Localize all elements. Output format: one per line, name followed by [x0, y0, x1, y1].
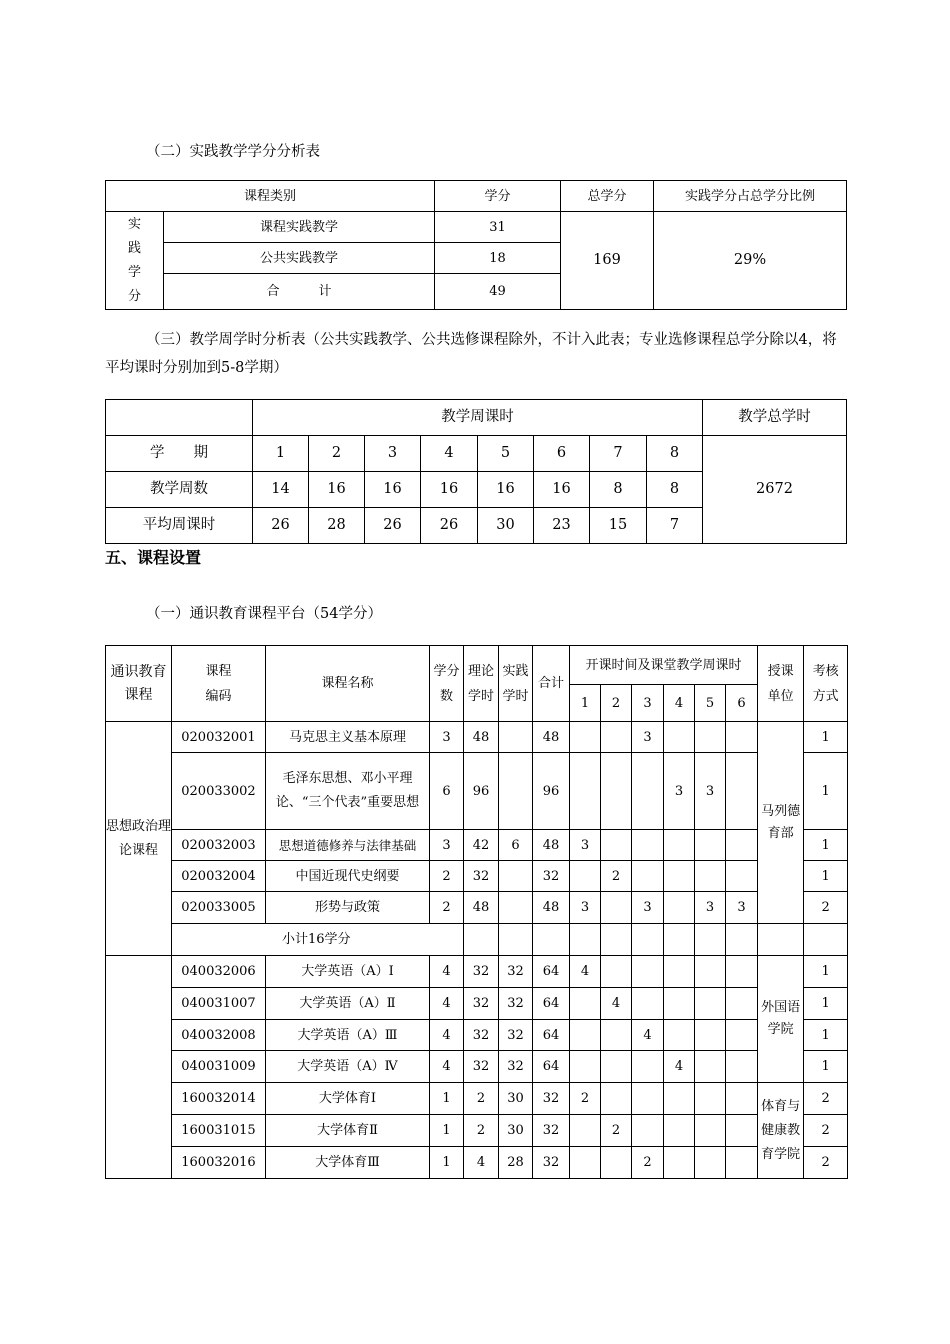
section1-title: （一）通识教育课程平台（54学分）	[146, 606, 382, 622]
course-name: 大学英语（A）Ⅲ	[266, 1020, 430, 1051]
sem-cell	[632, 1115, 664, 1147]
sem-cell	[570, 1020, 601, 1051]
sem-cell	[726, 1115, 758, 1147]
row-name: 课程实践教学	[164, 212, 435, 243]
weeks-cell: 16	[478, 472, 534, 508]
semester-cell: 8	[647, 436, 703, 472]
table-row	[106, 1083, 848, 1115]
weeks-cell: 8	[590, 472, 647, 508]
course-code: 020032004	[172, 861, 266, 892]
sem-cell	[726, 753, 758, 830]
avg-hours-cell: 23	[534, 508, 590, 544]
course-exam: 1	[804, 830, 848, 861]
sem-cell	[632, 988, 664, 1020]
sem-cell	[664, 1115, 695, 1147]
sem-cell: 4	[601, 988, 632, 1020]
empty-cell	[601, 924, 632, 956]
sem-cell	[632, 956, 664, 988]
ratio-value: 29%	[654, 212, 847, 310]
sem-cell: 2	[632, 1147, 664, 1179]
header-ratio: 实践学分占总学分比例	[654, 181, 847, 212]
course-name: 毛泽东思想、邓小平理论、“三个代表”重要思想	[266, 753, 430, 830]
table-row	[106, 1020, 848, 1051]
sem-cell	[726, 956, 758, 988]
course-theory: 48	[464, 722, 499, 753]
header-weekly-hours: 教学周课时	[253, 400, 703, 436]
semester-cell: 2	[309, 436, 365, 472]
row-credit: 31	[435, 212, 561, 243]
empty-cell	[804, 924, 848, 956]
table-row	[106, 753, 848, 830]
course-total: 48	[533, 830, 570, 861]
sem-cell	[726, 1147, 758, 1179]
course-credit: 2	[430, 861, 464, 892]
semester-cell: 7	[590, 436, 647, 472]
sem-cell	[601, 892, 632, 924]
weeks-cell: 16	[309, 472, 365, 508]
avg-hours-cell: 26	[421, 508, 478, 544]
course-credit: 1	[430, 1147, 464, 1179]
header-code: 课程编码	[172, 646, 266, 722]
course-code: 040032008	[172, 1020, 266, 1051]
total-hours-value: 2672	[703, 436, 847, 544]
sem-cell	[726, 1020, 758, 1051]
sem-cell	[726, 722, 758, 753]
header-theory: 理论学时	[464, 646, 499, 722]
course-exam: 1	[804, 722, 848, 753]
header-schedule: 开课时间及课堂教学周课时	[570, 646, 758, 685]
course-name: 大学英语（A）Ⅳ	[266, 1051, 430, 1083]
sem-cell	[601, 1083, 632, 1115]
sem-cell: 2	[601, 861, 632, 892]
sem-cell: 3	[726, 892, 758, 924]
avg-hours-cell: 30	[478, 508, 534, 544]
sem-cell: 3	[632, 722, 664, 753]
course-theory: 32	[464, 861, 499, 892]
header-credit: 学分数	[430, 646, 464, 722]
sem-cell: 3	[695, 892, 726, 924]
course-practice	[499, 861, 533, 892]
course-theory: 32	[464, 956, 499, 988]
course-credit: 6	[430, 753, 464, 830]
course-code: 040031007	[172, 988, 266, 1020]
course-table	[105, 645, 848, 1179]
course-practice: 30	[499, 1115, 533, 1147]
sem-cell	[601, 1051, 632, 1083]
weeks-cell: 16	[365, 472, 421, 508]
header-total: 合计	[533, 646, 570, 722]
course-total: 64	[533, 956, 570, 988]
header-semester: 2	[601, 685, 632, 722]
sem-cell	[601, 722, 632, 753]
dept-cell: 马列德育部	[758, 722, 804, 924]
header-semester: 5	[695, 685, 726, 722]
sem-cell	[664, 830, 695, 861]
subtotal-label: 小计16学分	[172, 924, 464, 956]
row-label: 教学周数	[106, 472, 253, 508]
sem-cell	[695, 1020, 726, 1051]
group-category-empty	[106, 956, 172, 1179]
avg-hours-cell: 26	[365, 508, 421, 544]
empty-cell	[664, 924, 695, 956]
course-theory: 42	[464, 830, 499, 861]
sem-cell	[695, 830, 726, 861]
course-exam: 1	[804, 956, 848, 988]
course-theory: 96	[464, 753, 499, 830]
header-credit: 学分	[435, 181, 561, 212]
sem-cell: 3	[632, 892, 664, 924]
course-practice: 32	[499, 956, 533, 988]
semester-cell: 5	[478, 436, 534, 472]
course-credit: 4	[430, 988, 464, 1020]
sem-cell	[601, 1147, 632, 1179]
course-total: 48	[533, 722, 570, 753]
course-code: 020032003	[172, 830, 266, 861]
course-code: 040031009	[172, 1051, 266, 1083]
sem-cell	[664, 892, 695, 924]
sem-cell	[695, 988, 726, 1020]
course-exam: 2	[804, 1083, 848, 1115]
sem-cell: 4	[570, 956, 601, 988]
course-theory: 4	[464, 1147, 499, 1179]
sem-cell: 3	[570, 830, 601, 861]
sem-cell	[695, 956, 726, 988]
empty-cell	[726, 924, 758, 956]
sem-cell	[726, 861, 758, 892]
sem-cell	[632, 1051, 664, 1083]
empty-cell	[499, 924, 533, 956]
section2-title: （二）实践教学学分分析表	[146, 144, 320, 160]
header-exam: 考核方式	[804, 646, 848, 722]
semester-cell: 6	[534, 436, 590, 472]
course-code: 160032016	[172, 1147, 266, 1179]
sem-cell: 4	[664, 1051, 695, 1083]
section3-title: （三）教学周学时分析表（公共实践教学、公共选修课程除外，不计入此表；专业选修课程总学分除以4，将平均课时分别加到5-8学期）	[105, 332, 837, 376]
sem-cell	[632, 830, 664, 861]
course-total: 64	[533, 1020, 570, 1051]
header-semester: 4	[664, 685, 695, 722]
course-name: 中国近现代史纲要	[266, 861, 430, 892]
course-theory: 32	[464, 988, 499, 1020]
sem-cell	[695, 1083, 726, 1115]
course-exam: 2	[804, 1115, 848, 1147]
course-credit: 4	[430, 956, 464, 988]
weeks-cell: 16	[534, 472, 590, 508]
total-credit-value: 169	[561, 212, 654, 310]
course-code: 160031015	[172, 1115, 266, 1147]
sem-cell	[664, 1147, 695, 1179]
sem-cell	[695, 861, 726, 892]
sem-cell: 3	[570, 892, 601, 924]
header-semester: 1	[570, 685, 601, 722]
sem-cell	[726, 1051, 758, 1083]
avg-hours-cell: 7	[647, 508, 703, 544]
sem-cell	[601, 1020, 632, 1051]
sem-cell: 2	[570, 1083, 601, 1115]
row-credit: 49	[435, 274, 561, 310]
sem-cell	[726, 830, 758, 861]
course-exam: 1	[804, 1020, 848, 1051]
sem-cell	[570, 1147, 601, 1179]
course-credit: 4	[430, 1020, 464, 1051]
sem-cell	[695, 1051, 726, 1083]
sem-cell	[601, 830, 632, 861]
course-name: 大学英语（A）Ⅱ	[266, 988, 430, 1020]
row-credit: 18	[435, 243, 561, 274]
weekly-hours-table	[105, 399, 847, 544]
sem-cell	[570, 753, 601, 830]
course-credit: 1	[430, 1083, 464, 1115]
course-name: 大学英语（A）Ⅰ	[266, 956, 430, 988]
course-credit: 2	[430, 892, 464, 924]
course-total: 48	[533, 892, 570, 924]
practice-credit-table	[105, 180, 847, 310]
avg-hours-cell: 15	[590, 508, 647, 544]
course-name: 形势与政策	[266, 892, 430, 924]
chapter-heading: 五、课程设置	[105, 548, 202, 567]
course-theory: 32	[464, 1051, 499, 1083]
avg-hours-cell: 28	[309, 508, 365, 544]
sem-cell: 4	[632, 1020, 664, 1051]
table-row	[106, 1147, 848, 1179]
sem-cell	[601, 753, 632, 830]
course-code: 040032006	[172, 956, 266, 988]
course-theory: 48	[464, 892, 499, 924]
empty-cell	[464, 924, 499, 956]
sem-cell: 2	[601, 1115, 632, 1147]
table-row	[106, 956, 848, 988]
course-code: 020033005	[172, 892, 266, 924]
course-name: 大学体育Ⅱ	[266, 1115, 430, 1147]
sem-cell: 3	[695, 753, 726, 830]
group-category: 思想政治理论课程	[106, 722, 172, 956]
subtotal-row	[106, 924, 848, 956]
sem-cell	[632, 753, 664, 830]
sem-cell	[632, 861, 664, 892]
header-category: 课程类别	[106, 181, 435, 212]
course-total: 32	[533, 861, 570, 892]
semester-cell: 3	[365, 436, 421, 472]
course-exam: 1	[804, 753, 848, 830]
course-code: 160032014	[172, 1083, 266, 1115]
course-credit: 3	[430, 722, 464, 753]
course-practice	[499, 753, 533, 830]
sem-cell	[601, 956, 632, 988]
course-credit: 3	[430, 830, 464, 861]
table-row	[106, 988, 848, 1020]
empty-cell	[632, 924, 664, 956]
corner-cell	[106, 400, 253, 436]
course-exam: 1	[804, 1051, 848, 1083]
course-name: 思想道德修养与法律基础	[266, 830, 430, 861]
course-code: 020032001	[172, 722, 266, 753]
table-row	[106, 892, 848, 924]
course-practice: 30	[499, 1083, 533, 1115]
empty-cell	[570, 924, 601, 956]
row-label: 学 期	[106, 436, 253, 472]
sem-cell	[664, 722, 695, 753]
sem-cell	[570, 988, 601, 1020]
course-practice: 32	[499, 988, 533, 1020]
header-total-hours: 教学总学时	[703, 400, 847, 436]
sem-cell	[570, 861, 601, 892]
sem-cell	[695, 722, 726, 753]
avg-hours-cell: 26	[253, 508, 309, 544]
practice-credit-group-label: 实 践 学 分	[106, 212, 164, 310]
course-practice: 32	[499, 1020, 533, 1051]
table-row	[106, 1115, 848, 1147]
sem-cell	[695, 1147, 726, 1179]
course-practice	[499, 722, 533, 753]
course-total: 96	[533, 753, 570, 830]
course-exam: 1	[804, 861, 848, 892]
course-name: 大学体育Ⅰ	[266, 1083, 430, 1115]
row-name: 合 计	[164, 274, 435, 310]
course-name: 大学体育Ⅲ	[266, 1147, 430, 1179]
sem-cell	[726, 1083, 758, 1115]
row-label: 平均周课时	[106, 508, 253, 544]
semester-cell: 1	[253, 436, 309, 472]
dept-cell: 外国语学院	[758, 956, 804, 1083]
sem-cell	[632, 1083, 664, 1115]
empty-cell	[758, 924, 804, 956]
weeks-cell: 16	[421, 472, 478, 508]
header-dept: 授课单位	[758, 646, 804, 722]
weeks-cell: 14	[253, 472, 309, 508]
course-total: 32	[533, 1083, 570, 1115]
sem-cell	[664, 956, 695, 988]
course-practice: 6	[499, 830, 533, 861]
sem-cell: 3	[664, 753, 695, 830]
course-practice: 32	[499, 1051, 533, 1083]
header-name: 课程名称	[266, 646, 430, 722]
course-exam: 2	[804, 892, 848, 924]
row-name: 公共实践教学	[164, 243, 435, 274]
course-exam: 1	[804, 988, 848, 1020]
semester-cell: 4	[421, 436, 478, 472]
sem-cell	[726, 988, 758, 1020]
course-practice	[499, 892, 533, 924]
table-row	[106, 722, 848, 753]
course-total: 32	[533, 1147, 570, 1179]
sem-cell	[695, 1115, 726, 1147]
course-theory: 32	[464, 1020, 499, 1051]
sem-cell	[570, 1115, 601, 1147]
course-credit: 1	[430, 1115, 464, 1147]
table-row	[106, 861, 848, 892]
course-theory: 2	[464, 1115, 499, 1147]
course-exam: 2	[804, 1147, 848, 1179]
sem-cell	[664, 988, 695, 1020]
course-credit: 4	[430, 1051, 464, 1083]
course-total: 64	[533, 988, 570, 1020]
course-practice: 28	[499, 1147, 533, 1179]
header-practice: 实践学时	[499, 646, 533, 722]
sem-cell	[570, 1051, 601, 1083]
sem-cell	[570, 722, 601, 753]
course-code: 020033002	[172, 753, 266, 830]
dept-cell: 体育与健康教育学院	[758, 1083, 804, 1179]
header-total-credit: 总学分	[561, 181, 654, 212]
course-total: 64	[533, 1051, 570, 1083]
sem-cell	[664, 1083, 695, 1115]
empty-cell	[695, 924, 726, 956]
course-total: 32	[533, 1115, 570, 1147]
course-name: 马克思主义基本原理	[266, 722, 430, 753]
sem-cell	[664, 861, 695, 892]
course-theory: 2	[464, 1083, 499, 1115]
empty-cell	[533, 924, 570, 956]
header-semester: 6	[726, 685, 758, 722]
header-semester: 3	[632, 685, 664, 722]
table-row	[106, 830, 848, 861]
weeks-cell: 8	[647, 472, 703, 508]
table-row	[106, 1051, 848, 1083]
sem-cell	[664, 1020, 695, 1051]
header-category: 通识教育课程	[106, 646, 172, 722]
